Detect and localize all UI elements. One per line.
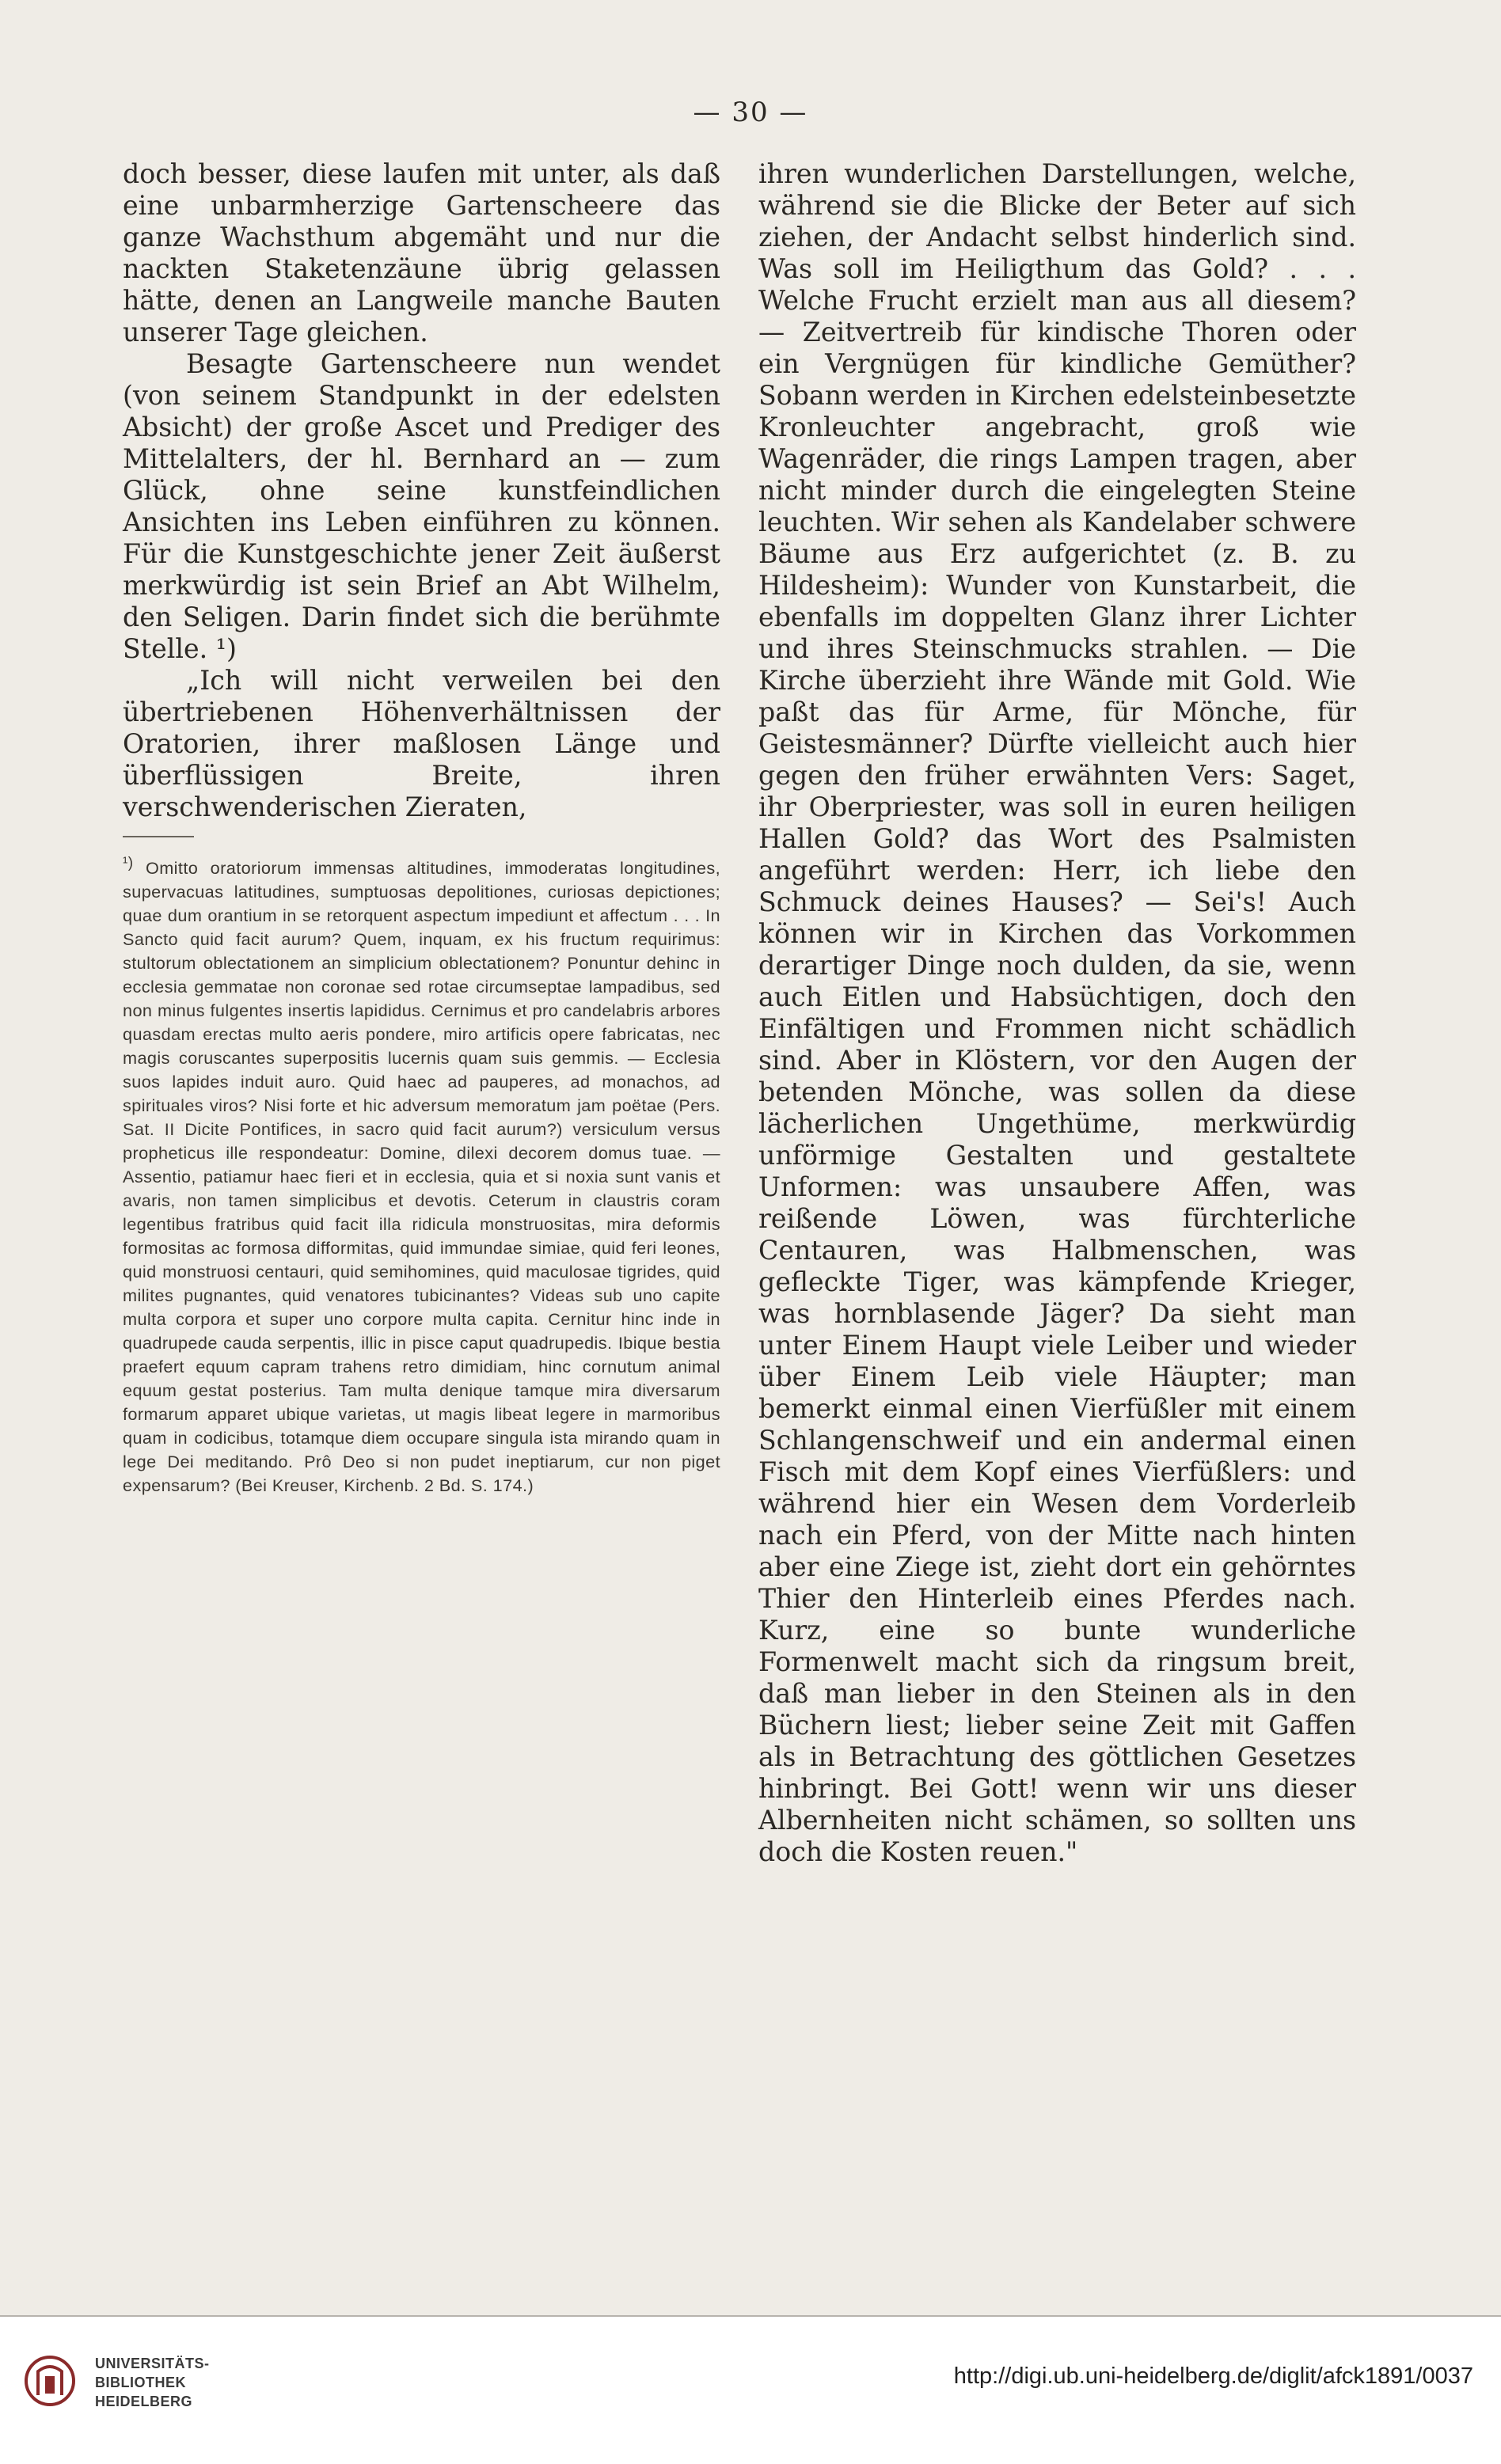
library-logo[interactable] — [22, 2349, 228, 2428]
footnote-mark: ¹) — [123, 855, 134, 871]
footnote-text: Omitto oratoriorum immensas altitudines, immoderatas longitudines, supervacuas latitudines, sumptuosas depolitiones, curiosas depictiones; quae dum orantium in se retorquent aspectum impediunt et affectum . . . In Sancto quid facit aurum? Quem, inquam, ex his fructum requirimus: stultorum oblectationem an simplicium oblectationem? Ponuntur dehinc in ecclesia gemmatae non coronae sed rotae circumseptae lampadibus, sed non minus fulgentes insertis lapididus. Cernimus et pro candelabris arbores quasdam erectas multo aeris pondere, miro artificis opere fabricatas, nec magis coruscantes superpositis lucernis quam suis gemmis. — Ecclesia suos lapides induit auro. Quid haec ad pauperes, ad monachos, ad spirituales viros? Nisi forte et hic adversum memoratum jam poëtae (Pers. Sat. II Dicite Pontifices, in sacro quid facit aurum?) versiculum versus propheticus ille respondeatur: Domine, dilexi decorem domus tuae. — Assentio, patiamur haec fieri et in ecclesia, quia et si noxia sunt vanis et avaris, non tamen simplicibus et devotis. Ceterum in claustris coram legentibus fratribus quid facit illa ridicula monstruositas, mira deformis formositas ac formosa difformitas, quid immundae simiae, quid feri leones, quid monstruosi centauri, quid semihomines, quid maculosae tigrides, quid milites pugnantes, quid venatores tubicinantes? Videas sub uno capite multa corpora et super uno corpore multa capita. Cernitur hinc inde in quadrupede cauda serpentis, illic in pisce caput quadrupedis. Ibique bestia praefert equum capram trahens retro dimidiam, hinc cornutum animal equum gestat posterius. Tam multa denique tamque mira diversarum formarum apparet ubique varietas, ut magis libeat legere in marmoribus quam in codicibus, totamque diem occupare singula ista mirando quam in lege Dei meditando. Prô Deo si non pudet ineptiarum, cur non piget expensarum? (Bei Kreuser, Kirchenb. 2 Bd. S. 174.) — [123, 858, 720, 1496]
footnote — [123, 852, 720, 1498]
logo-line: UNIVERSITÄTS- — [95, 2356, 210, 2371]
left-body-text — [123, 158, 720, 823]
source-url[interactable]: http://digi.ub.uni-heidelberg.de/diglit/afck1891/0037 — [953, 2363, 1473, 2389]
footnote-divider — [123, 836, 194, 837]
logo-line: HEIDELBERG — [95, 2394, 193, 2409]
paragraph: ihren wunderlichen Darstellungen, welche, während sie die Blicke der Beter auf sich ziehen, der Andacht selbst hinderlich sind. Was soll im Heiligthum das Gold? . . . Welche Frucht erzielt man aus all diesem? — Zeitvertreib für kindische Thoren oder ein Vergnügen für kindliche Gemüther? Sobann werden in Kirchen edelsteinbesetzte Kronleuchter angebracht, groß wie Wagenräder, die rings Lampen tragen, aber nicht minder durch die eingelegten Steine leuchten. Wir sehen als Kandelaber schwere Bäume aus Erz aufgerichtet (z. B. zu Hildesheim): Wunder von Kunstarbeit, die ebenfalls im doppelten Glanz ihrer Lichter und ihres Steinschmucks strahlen. — Die Kirche überzieht ihre Wände mit Gold. Wie paßt das für Arme, für Mönche, für Geistesmänner? Dürfte vielleicht auch hier gegen den früher erwähnten Vers: Saget, ihr Oberpriester, was soll in euren heiligen Hallen Gold? das Wort des Psalmisten angeführt werden: Herr, ich liebe den Schmuck deines Hauses? — Sei's! Auch können wir in Kirchen das Vorkommen derartiger Dinge noch dulden, da sie, wenn auch Eitlen und Habsüchtigen, doch den Einfältigen und Frommen nicht schädlich sind. Aber in Klöstern, vor den Augen der betenden Mönche, was sollen da diese lächerlichen Ungethüme, merkwürdig unförmige Gestalten und gestaltete Unformen: was unsaubere Affen, was reißende Löwen, was fürchterliche Centauren, was Halbmenschen, was gefleckte Tiger, was kämpfende Krieger, was hornblasende Jäger? Da sieht man unter Einem Haupt viele Leiber und wieder über Einem Leib viele Häupter; man bemerkt einmal einen Vierfüßler mit einem Schlangenschweif und ein andermal einen Fisch mit dem Kopf eines Vierfüßlers: und während hier ein Wesen dem Vorderleib nach ein Pferd, von der Mitte nach hinten aber eine Ziege ist, zieht dort ein gehörntes Thier den Hinterleib eines Pferdes nach. Kurz, eine so bunte wunderliche Formenwelt macht sich da ringsum breit, daß man lieber in den Steinen als in den Büchern liest; lieber seine Zeit mit Gaffen als in Betrachtung des göttlichen Gesetzes hinbringt. Bei Gott! wenn wir uns dieser Albernheiten nicht schämen, so sollten uns doch die Kosten reuen." — [758, 158, 1356, 1867]
library-name — [95, 2354, 210, 2411]
logo-line: BIBLIOTHEK — [95, 2375, 186, 2390]
footer-divider — [0, 2315, 1501, 2317]
right-body-text — [758, 158, 1356, 1868]
paragraph: doch besser, diese laufen mit unter, als daß eine unbarmherzige Gartenscheere das ganze Wachsthum abgemäht und nur die nackten Staketenzäune übrig gelassen hätte, denen an Langweile manche Bauten unserer Tage gleichen. — [123, 158, 720, 347]
paragraph: Besagte Gartenscheere nun wendet (von seinem Standpunkt in der edelsten Absicht) der große Ascet und Prediger des Mittelalters, der hl. Bernhard an — zum Glück, ohne seine kunstfeindlichen Ansichten ins Leben einführen zu können. Für die Kunstgeschichte jener Zeit äußerst merkwürdig ist sein Brief an Abt Wilhelm, den Seligen. Darin findet sich die berühmte Stelle. ¹) — [123, 348, 720, 664]
library-seal-icon — [22, 2349, 78, 2420]
paragraph: „Ich will nicht verweilen bei den übertriebenen Höhenverhältnissen der Oratorien, ihrer maßlosen Länge und überflüssigen Breite, ihren verschwenderischen Zieraten, — [123, 665, 720, 822]
left-column — [123, 158, 720, 1498]
right-column — [758, 158, 1356, 1868]
page-number: — 30 — — [693, 97, 808, 128]
